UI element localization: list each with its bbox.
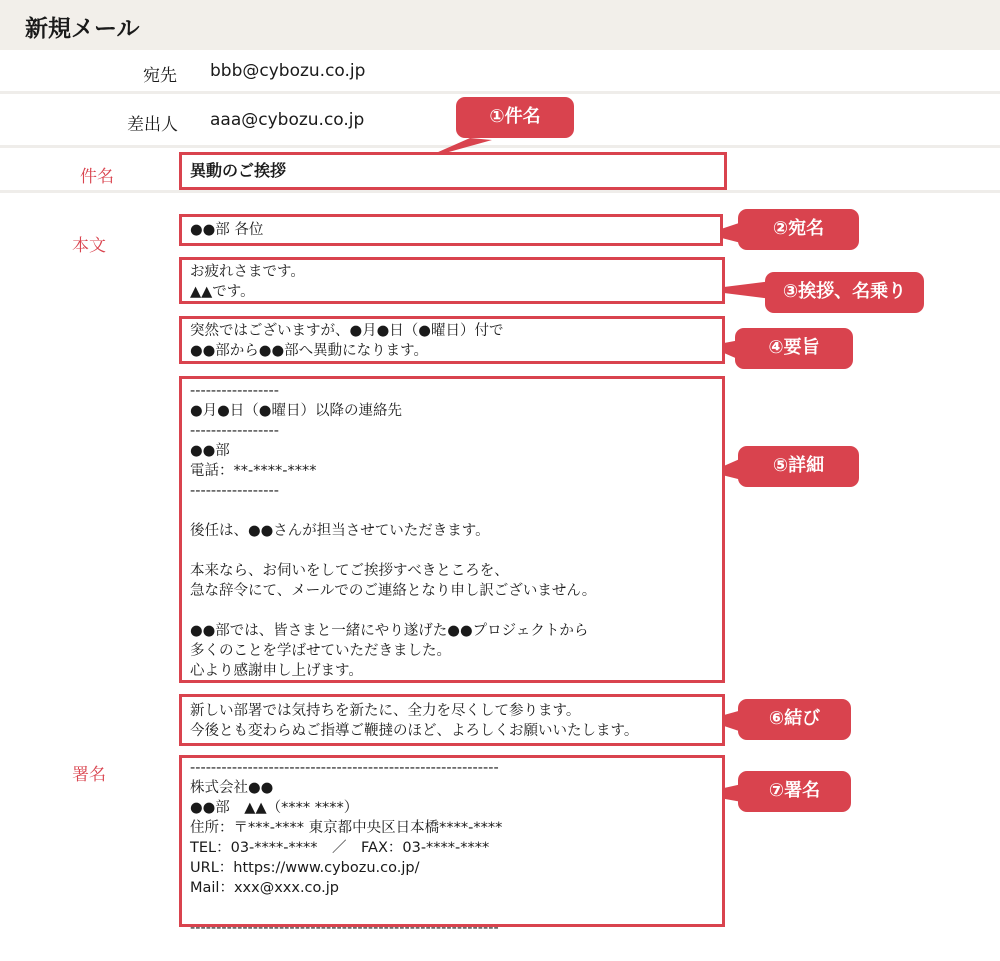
body-label: 本文 xyxy=(72,236,106,256)
tag-subject: ①件名 xyxy=(456,97,574,138)
tag-gist: ④要旨 xyxy=(735,328,853,369)
signature-label: 署名 xyxy=(72,765,106,785)
subject-label: 件名 xyxy=(80,167,114,187)
tag-signature: ⑦署名 xyxy=(738,771,851,812)
addressee-box[interactable]: ●●部 各位 xyxy=(179,214,723,246)
from-field[interactable]: aaa@cybozu.co.jp xyxy=(210,110,365,130)
subject-input[interactable]: 異動のご挨拶 xyxy=(179,152,727,190)
to-field[interactable]: bbb@cybozu.co.jp xyxy=(210,61,366,81)
to-label: 宛先 xyxy=(143,66,177,86)
tag-greeting: ③挨拶、名乗り xyxy=(765,272,924,313)
from-label: 差出人 xyxy=(127,115,178,135)
greeting-box[interactable]: お疲れさまです。 ▲▲です。 xyxy=(179,257,725,304)
details-box[interactable]: ----------------- ●月●日（●曜日）以降の連絡先 ----------------- ●●部 電話：**-****-**** ----------------- 後任は、●●さんが担当させていただきます。 本来なら、お伺いをしてご挨拶すべきところを、 急な辞令にて、メールでのご連絡となり申し訳ございません。 ●●部では、皆さまと一緒にやり遂げた●●プロジェクトから 多くのことを学ばせていただきました。 心より感謝申し上げます。 xyxy=(179,376,725,683)
gist-box[interactable]: 突然ではございますが、●月●日（●曜日）付で ●●部から●●部へ異動になります。 xyxy=(179,316,725,364)
signature-box[interactable]: ----------------------------------------------------------- 株式会社●● ●●部 ▲▲（**** ****） 住所：〒***-**** 東京都中央区日本橋****-**** TEL：03-****-**** ／ FAX：03-****-**** URL：https://www.cybozu.co.jp/ Mail：xxx@xxx.co.jp ----------------------------------------------------------- xyxy=(179,755,725,927)
header-title: 新規メール xyxy=(25,16,140,42)
tag-details: ⑤詳細 xyxy=(738,446,859,487)
tag-addressee: ②宛名 xyxy=(738,209,859,250)
tag-closing: ⑥結び xyxy=(738,699,851,740)
closing-box[interactable]: 新しい部署では気持ちを新たに、全力を尽くして参ります。 今後とも変わらぬご指導ご鞭撻のほど、よろしくお願いいたします。 xyxy=(179,694,725,746)
